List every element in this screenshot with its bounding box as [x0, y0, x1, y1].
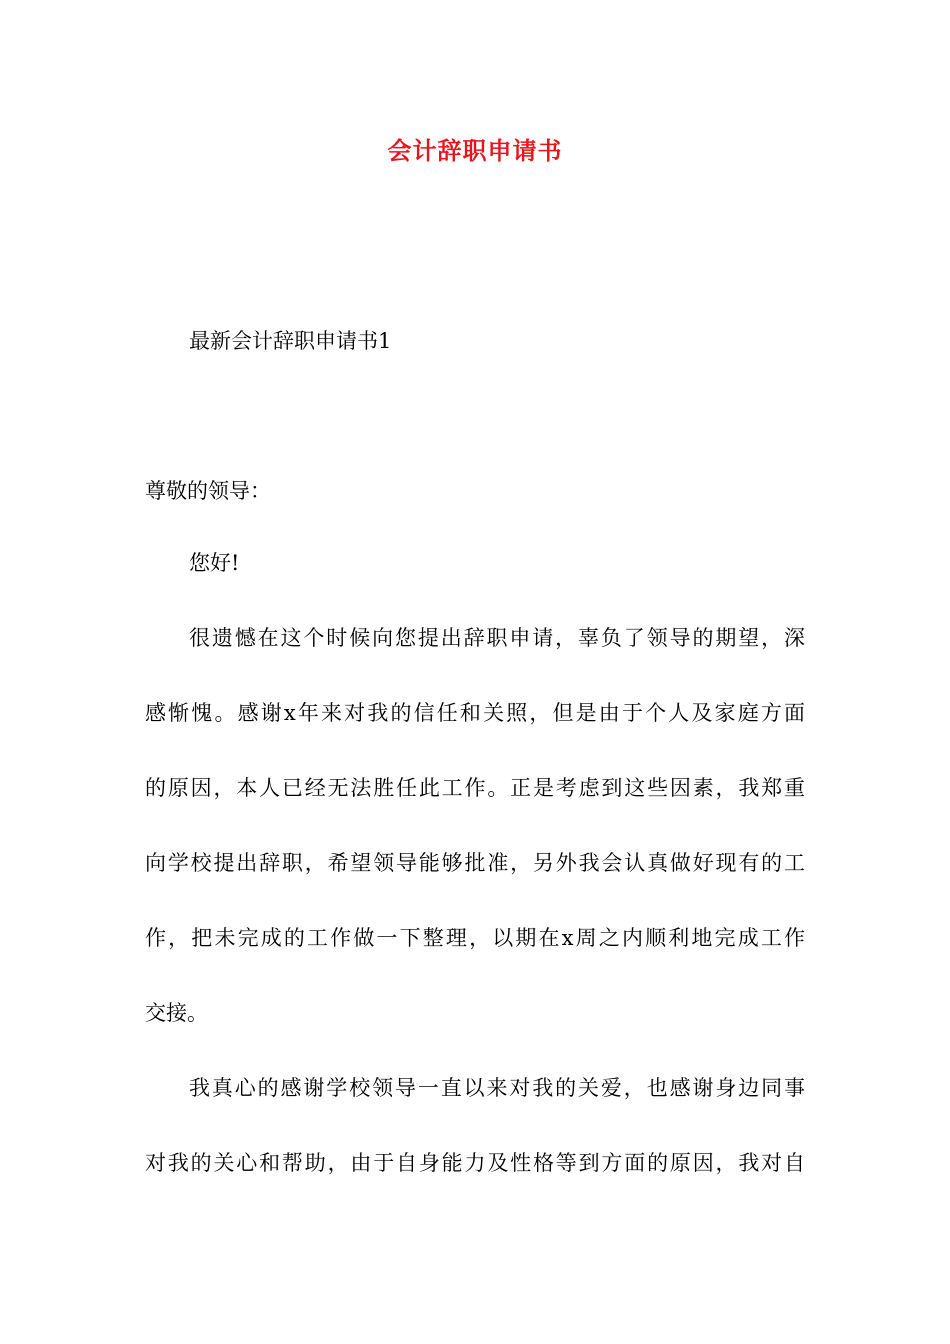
paragraph-line: 我真心的感谢学校领导一直以来对我的关爱，也感谢身边同事 — [189, 1076, 805, 1100]
paragraph-line: 感惭愧。感谢x年来对我的信任和关照，但是由于个人及家庭方面 — [145, 701, 805, 725]
paragraph-line: 交接。 — [145, 1001, 208, 1025]
paragraph-line: 的原因，本人已经无法胜任此工作。正是考虑到这些因素，我郑重 — [145, 776, 805, 800]
paragraph-line: 向学校提出辞职，希望领导能够批准，另外我会认真做好现有的工 — [145, 851, 805, 875]
paragraph-line: 作，把未完成的工作做一下整理，以期在x周之内顺利地完成工作 — [145, 926, 805, 950]
paragraph-line: 对我的关心和帮助，由于自身能力及性格等到方面的原因，我对自 — [145, 1151, 805, 1175]
document-subtitle: 最新会计辞职申请书1 — [189, 329, 392, 353]
document-title: 会计辞职申请书 — [387, 136, 563, 165]
greeting: 您好! — [189, 551, 240, 575]
paragraph-line: 很遗憾在这个时候向您提出辞职申请，辜负了领导的期望，深 — [189, 626, 805, 650]
salutation: 尊敬的领导： — [145, 479, 271, 503]
